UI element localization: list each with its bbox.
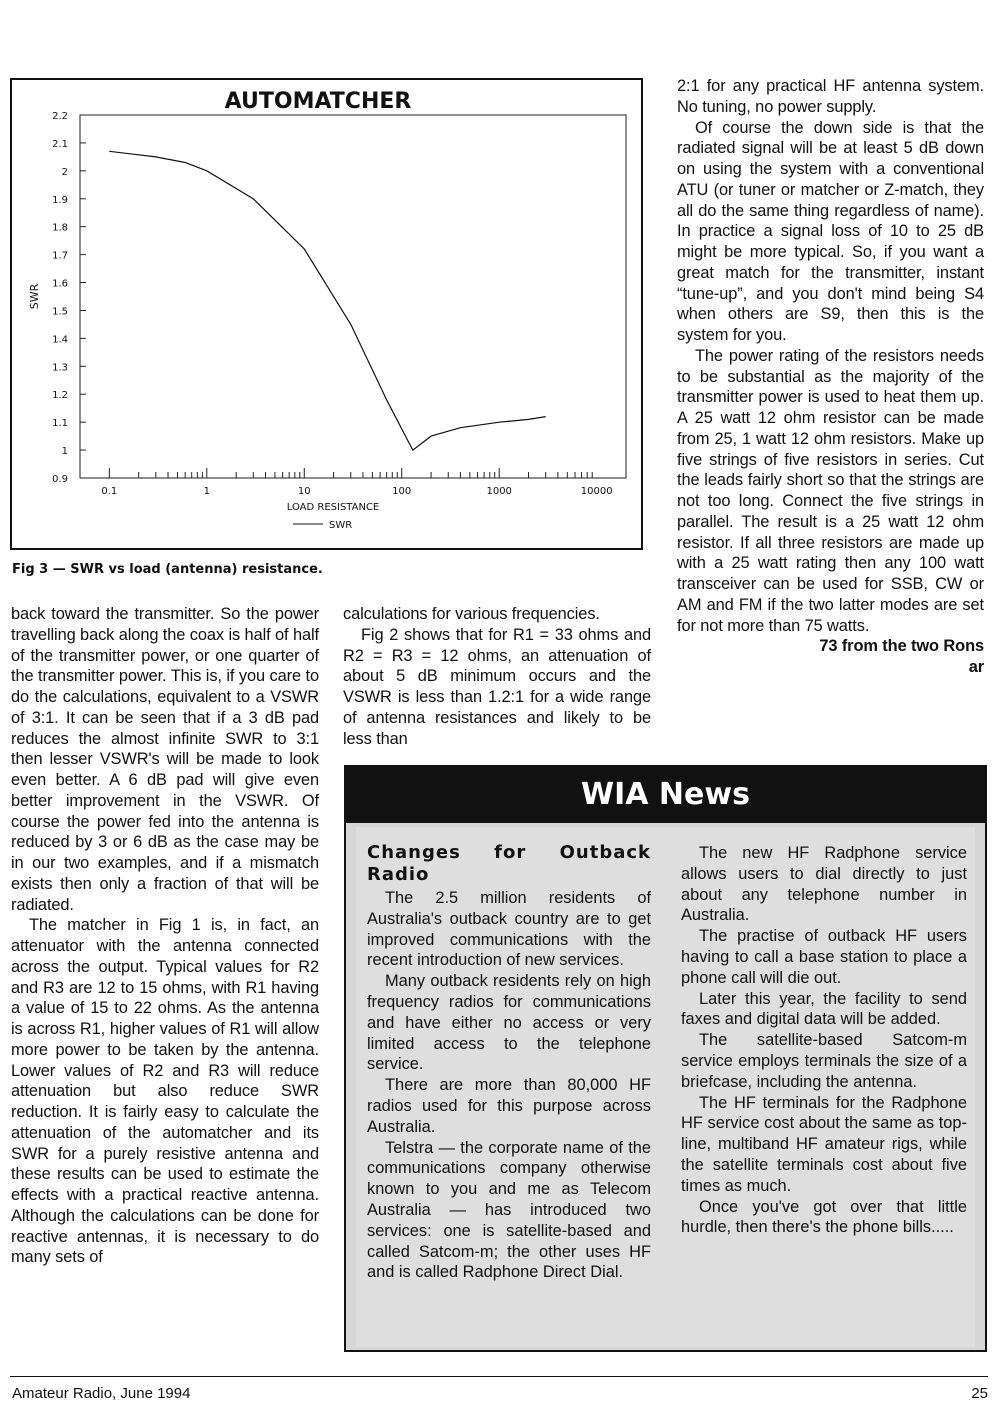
footer-publication: Amateur Radio, June 1994 — [12, 1385, 191, 1402]
x-tick-label: 100 — [392, 486, 412, 497]
y-tick-label: 2.2 — [52, 111, 68, 122]
news-header: WIA News — [346, 767, 985, 823]
x-tick-label: 10 — [297, 486, 311, 497]
footer-rule — [10, 1376, 988, 1377]
news-paragraph: The 2.5 million residents of Australia's outback country are to get improved communications with the recent introduction of new services. — [367, 889, 651, 970]
article-paragraph: The matcher in Fig 1 is, in fact, an attenuator with the antenna connected across the output. Typical values for R2 and R3 are 12 to 15 ohms, with R1 having a value of 15 to 22 ohms. As the antenna is across R1, higher values of R1 will allow more power to be taken by the antenna. Lower values of R2 and R3 will reduce attenuation but also reduce SWR reduction. It is fairly easy to calculate the attenuation of the automatcher and its SWR for a purely resistive antenna and these results can be used to estimate the effects with a practical reactive antenna. Although the calculations can be done for reactive antennas, it is necessary to do many sets of — [11, 916, 319, 1267]
article-middle-column — [343, 604, 651, 749]
news-paragraph: The practise of outback HF users having to call a base station to place a phone call will die out. — [681, 927, 967, 987]
article-paragraph: The power rating of the resistors needs to be substantial as the majority of the transmitter power is used to heat them up. A 25 watt 12 ohm resistor can be made from 25, 1 watt 12 ohm resistors. Make up five strings of five resistors in series. Cut the leads fairly short so that the strings are not too long. Connect the five strings in parallel. The result is a 25 watt 12 ohm resistor. If all three resistors are made up with a 25 watt rating then any 100 watt transceiver can be used for SSB, CW or AM and FM if the two latter modes are set for not more than 75 watts. — [677, 346, 984, 635]
y-tick-label: 0.9 — [52, 474, 68, 485]
article-paragraph: Fig 2 shows that for R1 = 33 ohms and R2 = R3 = 12 ohms, an attenuation of about 5 dB minimum occurs and the VSWR is less than 1.2:1 for a wide range of antenna resistances and likely to be less than — [343, 625, 651, 748]
news-paragraph: Once you've got over that little hurdle, then there's the phone bills..... — [681, 1197, 967, 1237]
article-paragraph: calculations for various frequencies. — [343, 605, 600, 623]
chart-title: AUTOMATCHER — [224, 89, 412, 114]
x-tick-label: 10000 — [580, 486, 613, 497]
y-axis-label: SWR — [28, 283, 41, 310]
plot-area-border — [80, 115, 626, 478]
y-tick-label: 1.8 — [52, 222, 68, 234]
y-tick-label: 2.1 — [52, 138, 68, 150]
news-paragraph: The satellite-based Satcom-m service employs terminals the size of a briefcase, including the antenna. — [681, 1031, 967, 1091]
news-paragraph: The new HF Radphone service allows users to dial directly to just about any telephone number in Australia. — [681, 844, 967, 925]
figure-caption: Fig 3 — SWR vs load (antenna) resistance. — [12, 562, 323, 577]
article-signoff-initials: ar — [968, 658, 984, 676]
y-tick-label: 2 — [61, 166, 68, 178]
article-signoff: 73 from the two Rons — [819, 637, 984, 656]
automatcher-chart — [10, 78, 643, 550]
article-paragraph: 2:1 for any practical HF antenna system. No tuning, no power supply. — [677, 77, 984, 116]
swr-series-line — [109, 151, 545, 450]
news-paragraph: Many outback residents rely on high frequency radios for communications and have either no access or very limited access to the telephone service. — [367, 972, 651, 1074]
news-left-column — [367, 842, 651, 1283]
y-tick-label: 1.7 — [52, 250, 68, 262]
y-tick-label: 1.6 — [52, 278, 68, 290]
news-paragraph: Later this year, the facility to send faxes and digital data will be added. — [681, 989, 967, 1029]
news-heading: Changes for Outback Radio — [367, 842, 651, 885]
x-tick-label: 1000 — [486, 486, 512, 497]
y-tick-label: 1.4 — [52, 334, 68, 346]
news-paragraph: Telstra — the corporate name of the communications company otherwise known to you and me as Telecom Australia — has introduced two services: one is satellite-based and called Satcom-m; the other uses HF and is called Radphone Direct Dial. — [367, 1138, 651, 1282]
y-tick-label: 1.3 — [52, 362, 68, 374]
legend-label: SWR — [329, 520, 353, 531]
x-tick-label: 1 — [203, 486, 210, 497]
x-tick-label: 0.1 — [101, 486, 118, 497]
news-paragraph: The HF terminals for the Radphone HF service cost about the same as top-line, multiband HF amateur rigs, while the satellite terminals cost about five times as much. — [681, 1093, 967, 1195]
y-tick-label: 1.5 — [52, 306, 68, 318]
y-tick-label: 1.2 — [52, 390, 68, 402]
y-tick-label: 1 — [61, 446, 68, 458]
page-number: 25 — [971, 1385, 988, 1402]
chart-svg — [12, 80, 641, 548]
x-axis-label: LOAD RESISTANCE — [286, 502, 380, 513]
news-right-column — [681, 843, 967, 1238]
y-tick-label: 1.9 — [52, 194, 68, 206]
news-paragraph: There are more than 80,000 HF radios used for this purpose across Australia. — [367, 1076, 651, 1136]
article-left-column — [11, 604, 319, 1268]
article-paragraph: Of course the down side is that the radiated signal will be at least 5 dB down on using the system with a conventional ATU (or tuner or matcher or Z-match, they all do the same thing regardless of name). In practice a signal loss of 10 to 25 dB might be more typical. So, if you want a great match for the transmitter, instant “tune-up”, and you don't mind being S4 when others are S9, then this is the system for you. — [677, 118, 984, 344]
y-tick-label: 1.1 — [52, 418, 68, 430]
article-right-column — [677, 76, 984, 678]
article-paragraph: back toward the transmitter. So the power travelling back along the coax is half of half of the transmitter power, or one quarter of the transmitter power. This is, if you care to do the calculations, equivalent to a VSWR of 3:1. It can be seen that if a 3 dB pad reduces the almost infinite SWR to 3:1 then lesser VSWR's will be made to look even better. A 6 dB pad will give even better improvement in the VSWR. Of course the power fed into the antenna is reduced by 3 or 6 dB as the case may be in our two examples, and if a mismatch exists then only a fraction of that will be radiated. — [11, 605, 319, 914]
